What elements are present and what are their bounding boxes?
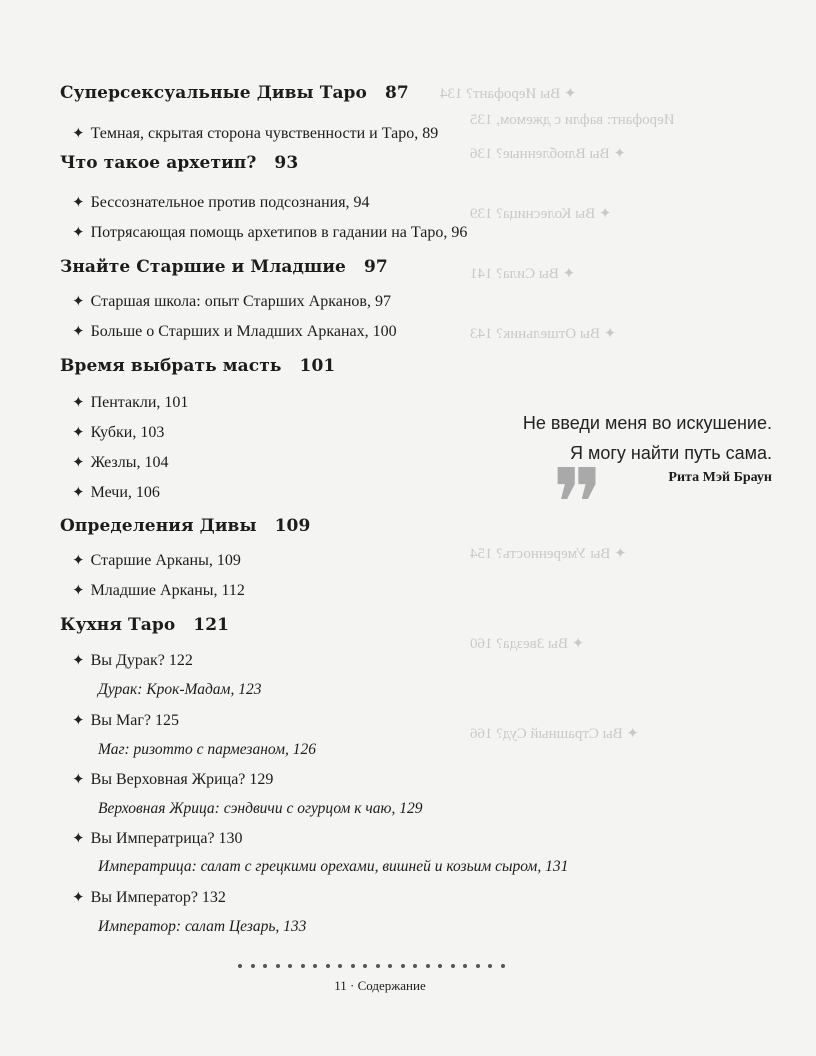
star-bullet-icon: ✦	[72, 713, 85, 729]
toc-item-text: Вы Маг? 125	[90, 712, 179, 729]
toc-item	[72, 292, 391, 311]
toc-item	[72, 393, 188, 412]
toc-item-text: Старшие Арканы, 109	[90, 552, 241, 569]
dotted-divider	[238, 964, 505, 968]
quote-author: Рита Мэй Браун	[668, 470, 772, 485]
toc-item	[72, 483, 160, 502]
star-bullet-icon: ✦	[72, 653, 85, 669]
toc-item	[72, 651, 193, 670]
toc-subitem: Дурак: Крок-Мадам, 123	[98, 681, 262, 698]
star-bullet-icon: ✦	[72, 583, 85, 599]
toc-item	[72, 829, 243, 848]
bleed-through-text: ✦ Вы Умеренность? 154	[470, 546, 627, 562]
toc-heading	[60, 153, 298, 173]
toc-heading-title: Определения Дивы	[60, 516, 257, 536]
bleed-through-text: ✦ Вы Колесница? 139	[470, 206, 612, 222]
star-bullet-icon: ✦	[72, 324, 85, 340]
toc-heading	[60, 615, 229, 635]
toc-heading-page: 93	[274, 153, 299, 173]
toc-item	[72, 223, 467, 242]
toc-item	[72, 888, 226, 907]
toc-item	[72, 711, 179, 730]
toc-heading-title: Кухня Таро	[60, 615, 176, 635]
toc-item-text: Темная, скрытая сторона чувственности и Таро, 89	[90, 125, 439, 142]
toc-heading-title: Что такое архетип?	[60, 153, 257, 173]
star-bullet-icon: ✦	[72, 485, 85, 501]
toc-item-text: Бессознательное против подсознания, 94	[90, 194, 370, 211]
bleed-through-text: ✦ Вы Влюбленные? 136	[470, 146, 626, 162]
toc-item	[72, 770, 273, 789]
toc-heading	[60, 516, 310, 536]
toc-item-text: Старшая школа: опыт Старших Арканов, 97	[90, 293, 391, 310]
bleed-through-text: ✦ Вы Сила? 141	[470, 266, 576, 282]
toc-heading-page: 97	[363, 257, 388, 277]
toc-item	[72, 322, 397, 341]
toc-heading-title: Суперсексуальные Дивы Таро	[60, 83, 367, 103]
toc-item-text: Младшие Арканы, 112	[90, 582, 245, 599]
toc-item	[72, 453, 168, 472]
bleed-through-text: ✦ Вы Отшельник? 143	[470, 326, 617, 342]
toc-item-text: Вы Император? 132	[90, 889, 226, 906]
toc-subitem: Император: салат Цезарь, 133	[98, 918, 307, 935]
star-bullet-icon: ✦	[72, 772, 85, 788]
toc-item	[72, 124, 438, 143]
toc-item-text: Потрясающая помощь архетипов в гадании на Таро, 96	[90, 224, 468, 241]
toc-heading	[60, 257, 388, 277]
toc-subitem: Верховная Жрица: сэндвичи с огурцом к чаю, 129	[98, 800, 423, 817]
star-bullet-icon: ✦	[72, 553, 85, 569]
toc-item-text: Мечи, 106	[90, 484, 160, 501]
toc-subitem: Маг: ризотто с пармезаном, 126	[98, 741, 316, 758]
page-footer: 11 · Содержание	[334, 978, 426, 993]
star-bullet-icon: ✦	[72, 425, 85, 441]
bleed-through-text: Иерофант: вафли с джемом, 135	[470, 112, 675, 128]
toc-item	[72, 581, 245, 600]
star-bullet-icon: ✦	[72, 225, 85, 241]
star-bullet-icon: ✦	[72, 195, 85, 211]
quotation-mark-icon: ❞	[552, 448, 604, 560]
toc-item	[72, 193, 370, 212]
toc-item-text: Вы Дурак? 122	[90, 652, 193, 669]
toc-heading	[60, 83, 409, 103]
toc-heading-page: 101	[299, 356, 336, 376]
toc-item-text: Пентакли, 101	[90, 394, 189, 411]
star-bullet-icon: ✦	[72, 294, 85, 310]
bleed-through-text: ✦ Вы Страшный Суд? 166	[470, 726, 640, 742]
toc-item-text: Вы Императрица? 130	[90, 830, 243, 847]
toc-heading-page: 109	[274, 516, 311, 536]
star-bullet-icon: ✦	[72, 455, 85, 471]
bleed-through-text: ✦ Вы Иерофант? 134	[440, 86, 577, 102]
quote-line: Я могу найти путь сама.	[569, 443, 772, 463]
star-bullet-icon: ✦	[72, 831, 85, 847]
toc-item-text: Жезлы, 104	[90, 454, 169, 471]
toc-heading	[60, 356, 335, 376]
toc-item-text: Кубки, 103	[90, 424, 165, 441]
toc-item	[72, 551, 241, 570]
bleed-through-text: ✦ Вы Звезда? 160	[470, 636, 585, 652]
star-bullet-icon: ✦	[72, 890, 85, 906]
toc-heading-title: Знайте Старшие и Младшие	[60, 257, 346, 277]
toc-heading-title: Время выбрать масть	[60, 356, 282, 376]
toc-item-text: Больше о Старших и Младших Арканах, 100	[90, 323, 397, 340]
toc-heading-page: 121	[193, 615, 230, 635]
quote-line: Не введи меня во искушение.	[522, 413, 772, 433]
star-bullet-icon: ✦	[72, 395, 85, 411]
toc-subitem: Императрица: салат с грецкими орехами, вишней и козьим сыром, 131	[98, 858, 569, 875]
star-bullet-icon: ✦	[72, 126, 85, 142]
toc-heading-page: 87	[384, 83, 409, 103]
toc-item-text: Вы Верховная Жрица? 129	[90, 771, 274, 788]
toc-item	[72, 423, 164, 442]
